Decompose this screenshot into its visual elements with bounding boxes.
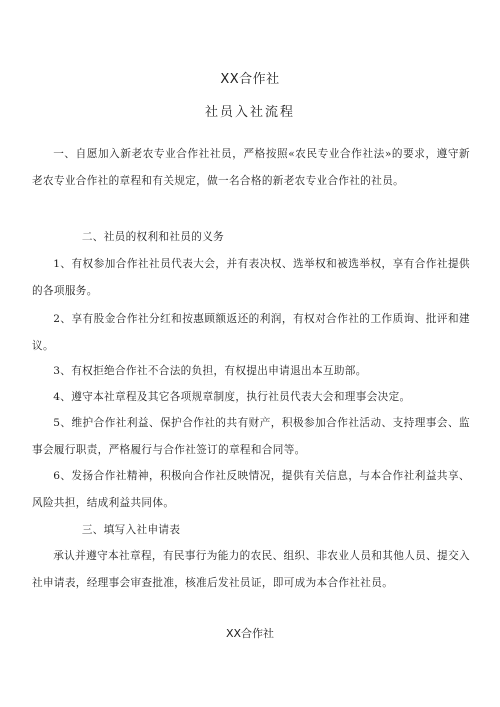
paragraph-item-6: 6、发扬合作社精神，积极向合作社反映情况，提供有关信息，与本合作社利益共享、风险共担，结成利益共同体。: [32, 470, 470, 509]
paragraph-item-5: 5、维护合作社利益、保护合作社的共有财产，积极参加合作社活动、支持理事会、监事会履行职责，严格履行与合作社签订的章程和合同等。: [32, 417, 470, 456]
paragraph-application: 承认并遵守本社章程，有民事行为能力的农民、组织、非农业人员和其他人员、提交入社申请表，经理事会审查批准，核准后发社员证，即可成为本合作社社员。: [32, 550, 470, 589]
paragraph-item-1: 1、有权参加合作社社员代表大会，并有表决权、选举权和被选举权，享有合作社提供的各项服务。: [32, 258, 470, 297]
section-heading-2: 二、社员的权利和社员的义务: [81, 231, 225, 243]
paragraph-item-3: 3、有权拒绝合作社不合法的负担，有权提出申请退出本互助部。: [53, 365, 367, 377]
org-title: XX合作社: [220, 72, 280, 87]
paragraph-item-2: 2、享有股金合作社分红和按惠顾额返还的利润，有权对合作社的工作质询、批评和建议。: [32, 313, 470, 352]
footer-signature: XX合作社: [225, 627, 275, 640]
paragraph-section-1: 一、自愿加入新老农专业合作社社员，严格按照«农民专业合作社法»的要求，遵守新老农专业合作社的章程和有关规定，做一名合格的新老农专业合作社的社员。: [32, 148, 470, 187]
section-heading-3: 三、填写入社申请表: [81, 524, 181, 536]
document-subtitle: 社员入社流程: [204, 105, 295, 120]
paragraph-item-4: 4、遵守本社章程及其它各项规章制度，执行社员代表大会和理事会决定。: [53, 391, 411, 403]
